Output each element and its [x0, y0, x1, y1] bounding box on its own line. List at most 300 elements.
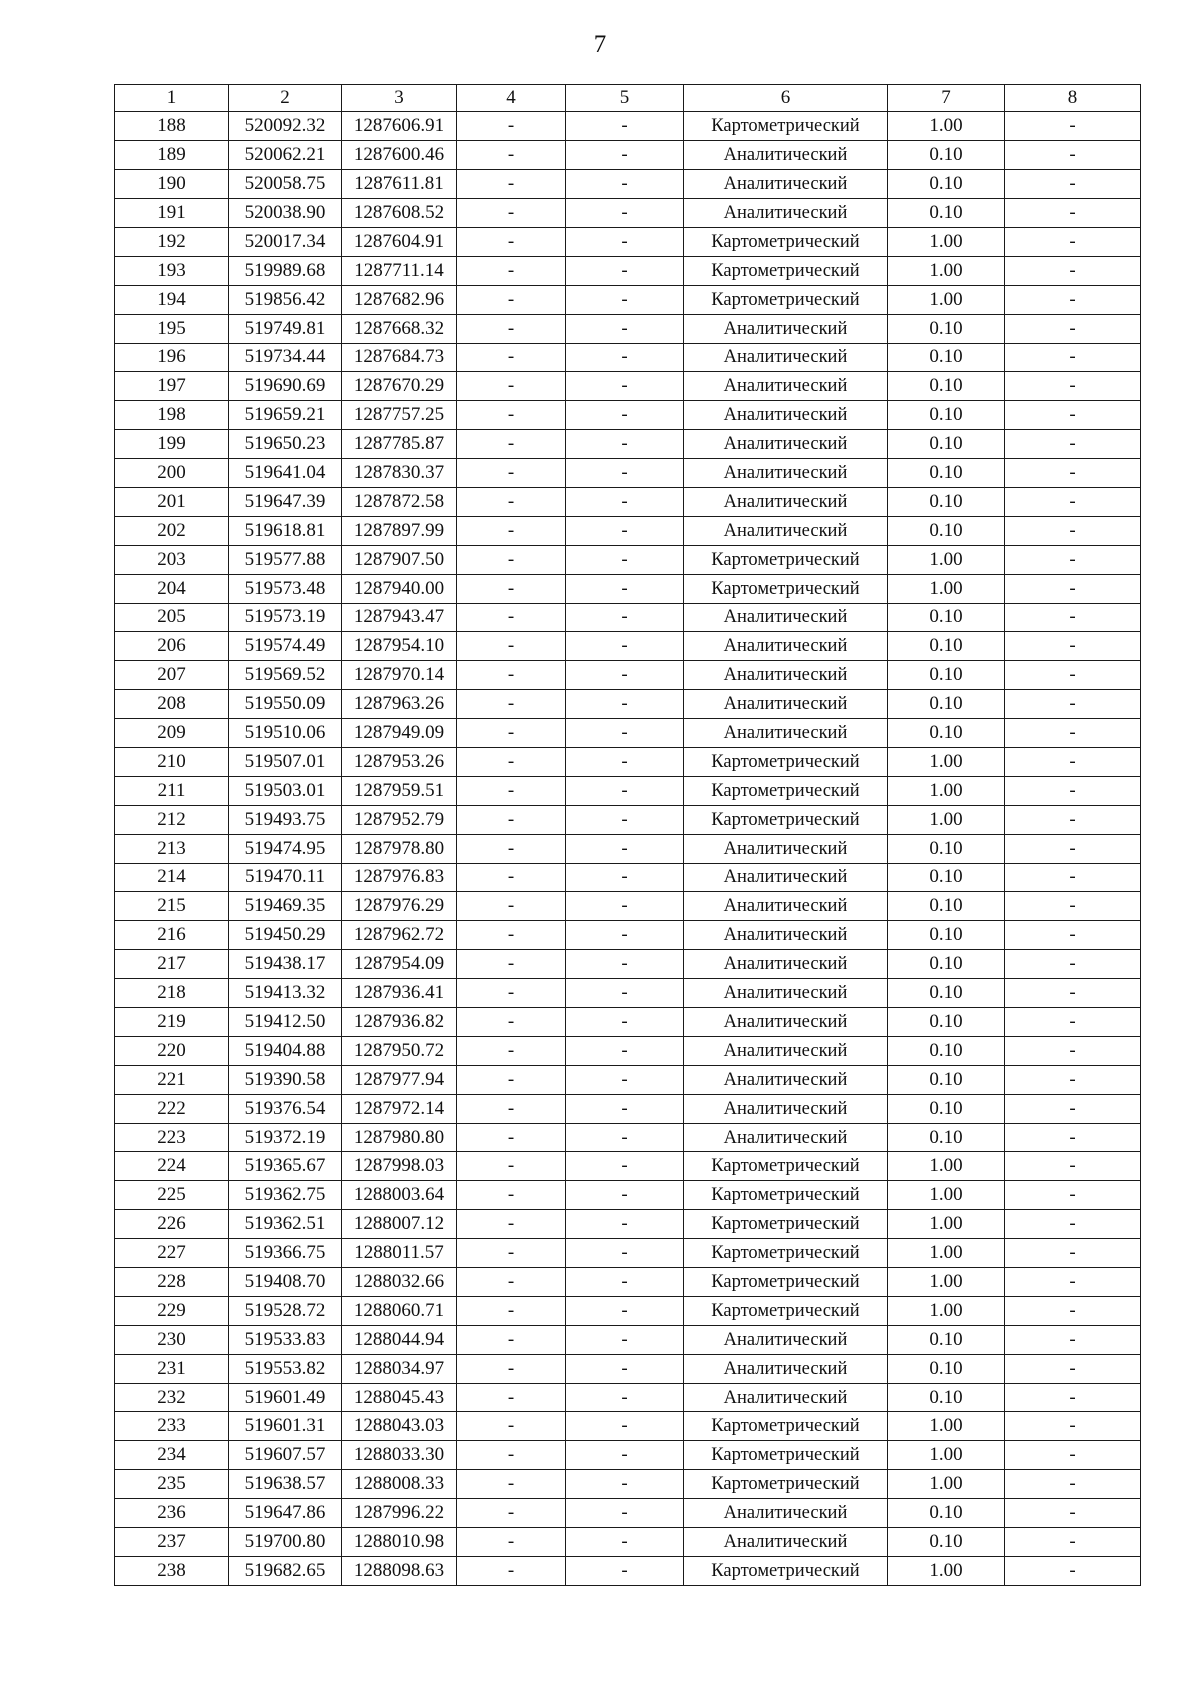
y-coordinate-cell: 1287940.00 — [342, 574, 457, 603]
column-4-cell: - — [457, 1152, 566, 1181]
y-coordinate-cell: 1287963.26 — [342, 690, 457, 719]
x-coordinate-cell: 519450.29 — [229, 921, 342, 950]
method-cell: Картометрический — [684, 1296, 888, 1325]
x-coordinate-cell: 519641.04 — [229, 459, 342, 488]
column-8-cell: - — [1005, 516, 1141, 545]
y-coordinate-cell: 1288034.97 — [342, 1354, 457, 1383]
column-4-cell: - — [457, 1008, 566, 1037]
method-cell: Аналитический — [684, 1036, 888, 1065]
x-coordinate-cell: 519413.32 — [229, 979, 342, 1008]
table-row — [115, 1239, 1141, 1268]
column-8-cell: - — [1005, 141, 1141, 170]
method-cell: Картометрический — [684, 227, 888, 256]
column-4-cell: - — [457, 141, 566, 170]
table-row — [115, 1412, 1141, 1441]
column-8-cell: - — [1005, 112, 1141, 141]
method-cell: Картометрический — [684, 1556, 888, 1585]
method-cell: Аналитический — [684, 1065, 888, 1094]
point-number-cell: 225 — [115, 1181, 229, 1210]
x-coordinate-cell: 519412.50 — [229, 1008, 342, 1037]
x-coordinate-cell: 519372.19 — [229, 1123, 342, 1152]
method-cell: Картометрический — [684, 545, 888, 574]
method-cell: Аналитический — [684, 603, 888, 632]
point-number-cell: 215 — [115, 892, 229, 921]
column-4-cell: - — [457, 1499, 566, 1528]
y-coordinate-cell: 1287978.80 — [342, 834, 457, 863]
x-coordinate-cell: 519638.57 — [229, 1470, 342, 1499]
column-4-cell: - — [457, 430, 566, 459]
method-cell: Картометрический — [684, 1181, 888, 1210]
column-8-cell: - — [1005, 776, 1141, 805]
column-8-cell: - — [1005, 1210, 1141, 1239]
method-cell: Аналитический — [684, 170, 888, 199]
method-cell: Аналитический — [684, 516, 888, 545]
table-row — [115, 892, 1141, 921]
column-8-cell: - — [1005, 1094, 1141, 1123]
point-number-cell: 226 — [115, 1210, 229, 1239]
column-8-cell: - — [1005, 256, 1141, 285]
accuracy-cell: 0.10 — [888, 892, 1005, 921]
table-row — [115, 661, 1141, 690]
point-number-cell: 236 — [115, 1499, 229, 1528]
column-4-cell: - — [457, 1528, 566, 1557]
column-5-cell: - — [566, 1296, 684, 1325]
column-5-cell: - — [566, 285, 684, 314]
point-number-cell: 213 — [115, 834, 229, 863]
y-coordinate-cell: 1287785.87 — [342, 430, 457, 459]
table-row — [115, 314, 1141, 343]
table-row — [115, 834, 1141, 863]
method-cell: Аналитический — [684, 459, 888, 488]
accuracy-cell: 0.10 — [888, 170, 1005, 199]
accuracy-cell: 1.00 — [888, 1152, 1005, 1181]
column-4-cell: - — [457, 863, 566, 892]
column-5-cell: - — [566, 459, 684, 488]
y-coordinate-cell: 1288043.03 — [342, 1412, 457, 1441]
column-8-cell: - — [1005, 661, 1141, 690]
accuracy-cell: 1.00 — [888, 1412, 1005, 1441]
x-coordinate-cell: 519573.48 — [229, 574, 342, 603]
method-cell: Аналитический — [684, 690, 888, 719]
x-coordinate-cell: 520038.90 — [229, 199, 342, 228]
column-4-cell: - — [457, 1210, 566, 1239]
column-4-cell: - — [457, 1268, 566, 1297]
column-header: 1 — [115, 85, 229, 112]
column-8-cell: - — [1005, 227, 1141, 256]
column-5-cell: - — [566, 1499, 684, 1528]
column-4-cell: - — [457, 834, 566, 863]
table-row — [115, 979, 1141, 1008]
table-row — [115, 950, 1141, 979]
accuracy-cell: 0.10 — [888, 719, 1005, 748]
accuracy-cell: 0.10 — [888, 372, 1005, 401]
method-cell: Аналитический — [684, 1528, 888, 1557]
method-cell: Картометрический — [684, 1470, 888, 1499]
point-number-cell: 231 — [115, 1354, 229, 1383]
column-5-cell: - — [566, 1123, 684, 1152]
column-5-cell: - — [566, 1210, 684, 1239]
method-cell: Аналитический — [684, 950, 888, 979]
point-number-cell: 198 — [115, 401, 229, 430]
accuracy-cell: 1.00 — [888, 1268, 1005, 1297]
column-8-cell: - — [1005, 603, 1141, 632]
column-8-cell: - — [1005, 1499, 1141, 1528]
point-number-cell: 206 — [115, 632, 229, 661]
column-4-cell: - — [457, 459, 566, 488]
point-number-cell: 207 — [115, 661, 229, 690]
method-cell: Аналитический — [684, 1499, 888, 1528]
column-4-cell: - — [457, 170, 566, 199]
y-coordinate-cell: 1287976.29 — [342, 892, 457, 921]
point-number-cell: 220 — [115, 1036, 229, 1065]
column-4-cell: - — [457, 1123, 566, 1152]
x-coordinate-cell: 519734.44 — [229, 343, 342, 372]
table-row — [115, 459, 1141, 488]
column-8-cell: - — [1005, 1239, 1141, 1268]
y-coordinate-cell: 1287682.96 — [342, 285, 457, 314]
accuracy-cell: 1.00 — [888, 227, 1005, 256]
column-header: 4 — [457, 85, 566, 112]
method-cell: Аналитический — [684, 487, 888, 516]
x-coordinate-cell: 519607.57 — [229, 1441, 342, 1470]
accuracy-cell: 0.10 — [888, 1325, 1005, 1354]
column-5-cell: - — [566, 227, 684, 256]
method-cell: Аналитический — [684, 1325, 888, 1354]
accuracy-cell: 1.00 — [888, 776, 1005, 805]
column-5-cell: - — [566, 921, 684, 950]
column-8-cell: - — [1005, 690, 1141, 719]
column-5-cell: - — [566, 112, 684, 141]
method-cell: Картометрический — [684, 1441, 888, 1470]
column-4-cell: - — [457, 487, 566, 516]
column-5-cell: - — [566, 1268, 684, 1297]
y-coordinate-cell: 1287897.99 — [342, 516, 457, 545]
x-coordinate-cell: 519550.09 — [229, 690, 342, 719]
table-body — [115, 112, 1141, 1585]
column-8-cell: - — [1005, 343, 1141, 372]
table-row — [115, 285, 1141, 314]
accuracy-cell: 0.10 — [888, 401, 1005, 430]
accuracy-cell: 0.10 — [888, 921, 1005, 950]
column-8-cell: - — [1005, 459, 1141, 488]
column-8-cell: - — [1005, 401, 1141, 430]
accuracy-cell: 0.10 — [888, 199, 1005, 228]
method-cell: Картометрический — [684, 1210, 888, 1239]
y-coordinate-cell: 1287959.51 — [342, 776, 457, 805]
table-row — [115, 921, 1141, 950]
column-4-cell: - — [457, 401, 566, 430]
column-4-cell: - — [457, 632, 566, 661]
method-cell: Картометрический — [684, 256, 888, 285]
point-number-cell: 204 — [115, 574, 229, 603]
column-8-cell: - — [1005, 1008, 1141, 1037]
point-number-cell: 195 — [115, 314, 229, 343]
column-8-cell: - — [1005, 863, 1141, 892]
x-coordinate-cell: 519569.52 — [229, 661, 342, 690]
accuracy-cell: 1.00 — [888, 1556, 1005, 1585]
column-4-cell: - — [457, 1470, 566, 1499]
table-row — [115, 1036, 1141, 1065]
column-5-cell: - — [566, 545, 684, 574]
x-coordinate-cell: 519647.39 — [229, 487, 342, 516]
x-coordinate-cell: 519533.83 — [229, 1325, 342, 1354]
column-5-cell: - — [566, 661, 684, 690]
point-number-cell: 194 — [115, 285, 229, 314]
column-4-cell: - — [457, 1383, 566, 1412]
method-cell: Аналитический — [684, 1354, 888, 1383]
column-5-cell: - — [566, 256, 684, 285]
table-row — [115, 1296, 1141, 1325]
column-header: 6 — [684, 85, 888, 112]
column-5-cell: - — [566, 170, 684, 199]
y-coordinate-cell: 1288008.33 — [342, 1470, 457, 1499]
column-8-cell: - — [1005, 574, 1141, 603]
column-8-cell: - — [1005, 1065, 1141, 1094]
table-row — [115, 690, 1141, 719]
point-number-cell: 224 — [115, 1152, 229, 1181]
y-coordinate-cell: 1287604.91 — [342, 227, 457, 256]
x-coordinate-cell: 520092.32 — [229, 112, 342, 141]
column-5-cell: - — [566, 1412, 684, 1441]
y-coordinate-cell: 1287996.22 — [342, 1499, 457, 1528]
accuracy-cell: 0.10 — [888, 979, 1005, 1008]
point-number-cell: 197 — [115, 372, 229, 401]
x-coordinate-cell: 519573.19 — [229, 603, 342, 632]
table-header-row — [115, 85, 1141, 112]
column-8-cell: - — [1005, 979, 1141, 1008]
y-coordinate-cell: 1287943.47 — [342, 603, 457, 632]
accuracy-cell: 0.10 — [888, 1008, 1005, 1037]
column-5-cell: - — [566, 1556, 684, 1585]
column-8-cell: - — [1005, 1296, 1141, 1325]
y-coordinate-cell: 1288011.57 — [342, 1239, 457, 1268]
column-4-cell: - — [457, 950, 566, 979]
column-5-cell: - — [566, 1470, 684, 1499]
y-coordinate-cell: 1288044.94 — [342, 1325, 457, 1354]
column-5-cell: - — [566, 1152, 684, 1181]
point-number-cell: 191 — [115, 199, 229, 228]
x-coordinate-cell: 519647.86 — [229, 1499, 342, 1528]
column-8-cell: - — [1005, 1412, 1141, 1441]
x-coordinate-cell: 519650.23 — [229, 430, 342, 459]
table-row — [115, 545, 1141, 574]
column-4-cell: - — [457, 979, 566, 1008]
point-number-cell: 228 — [115, 1268, 229, 1297]
y-coordinate-cell: 1287684.73 — [342, 343, 457, 372]
method-cell: Картометрический — [684, 112, 888, 141]
x-coordinate-cell: 519989.68 — [229, 256, 342, 285]
table-row — [115, 1065, 1141, 1094]
column-4-cell: - — [457, 227, 566, 256]
y-coordinate-cell: 1288098.63 — [342, 1556, 457, 1585]
y-coordinate-cell: 1287611.81 — [342, 170, 457, 199]
column-4-cell: - — [457, 1354, 566, 1383]
table-row — [115, 1470, 1141, 1499]
column-8-cell: - — [1005, 892, 1141, 921]
x-coordinate-cell: 519503.01 — [229, 776, 342, 805]
column-5-cell: - — [566, 950, 684, 979]
table-row — [115, 1441, 1141, 1470]
y-coordinate-cell: 1287998.03 — [342, 1152, 457, 1181]
accuracy-cell: 0.10 — [888, 516, 1005, 545]
x-coordinate-cell: 519528.72 — [229, 1296, 342, 1325]
table-row — [115, 170, 1141, 199]
column-5-cell: - — [566, 372, 684, 401]
column-8-cell: - — [1005, 834, 1141, 863]
accuracy-cell: 1.00 — [888, 1470, 1005, 1499]
column-4-cell: - — [457, 1065, 566, 1094]
column-5-cell: - — [566, 1325, 684, 1354]
accuracy-cell: 1.00 — [888, 1441, 1005, 1470]
x-coordinate-cell: 519470.11 — [229, 863, 342, 892]
column-5-cell: - — [566, 1239, 684, 1268]
column-5-cell: - — [566, 1094, 684, 1123]
point-number-cell: 208 — [115, 690, 229, 719]
point-number-cell: 212 — [115, 805, 229, 834]
y-coordinate-cell: 1287907.50 — [342, 545, 457, 574]
column-5-cell: - — [566, 1383, 684, 1412]
x-coordinate-cell: 519408.70 — [229, 1268, 342, 1297]
x-coordinate-cell: 519574.49 — [229, 632, 342, 661]
table-row — [115, 805, 1141, 834]
method-cell: Аналитический — [684, 979, 888, 1008]
y-coordinate-cell: 1288010.98 — [342, 1528, 457, 1557]
column-4-cell: - — [457, 545, 566, 574]
table-row — [115, 516, 1141, 545]
column-4-cell: - — [457, 719, 566, 748]
table-row — [115, 1123, 1141, 1152]
column-5-cell: - — [566, 863, 684, 892]
x-coordinate-cell: 519493.75 — [229, 805, 342, 834]
column-4-cell: - — [457, 1036, 566, 1065]
column-8-cell: - — [1005, 170, 1141, 199]
column-5-cell: - — [566, 690, 684, 719]
x-coordinate-cell: 520017.34 — [229, 227, 342, 256]
y-coordinate-cell: 1287954.10 — [342, 632, 457, 661]
point-number-cell: 221 — [115, 1065, 229, 1094]
x-coordinate-cell: 519474.95 — [229, 834, 342, 863]
point-number-cell: 190 — [115, 170, 229, 199]
table-row — [115, 603, 1141, 632]
column-8-cell: - — [1005, 1383, 1141, 1412]
table-row — [115, 256, 1141, 285]
column-8-cell: - — [1005, 1354, 1141, 1383]
x-coordinate-cell: 519366.75 — [229, 1239, 342, 1268]
y-coordinate-cell: 1287830.37 — [342, 459, 457, 488]
y-coordinate-cell: 1288032.66 — [342, 1268, 457, 1297]
method-cell: Аналитический — [684, 661, 888, 690]
method-cell: Аналитический — [684, 1123, 888, 1152]
table-row — [115, 1008, 1141, 1037]
point-number-cell: 188 — [115, 112, 229, 141]
column-5-cell: - — [566, 1441, 684, 1470]
table-row — [115, 747, 1141, 776]
column-4-cell: - — [457, 805, 566, 834]
column-5-cell: - — [566, 1065, 684, 1094]
table-row — [115, 776, 1141, 805]
column-5-cell: - — [566, 574, 684, 603]
column-4-cell: - — [457, 199, 566, 228]
column-8-cell: - — [1005, 805, 1141, 834]
point-number-cell: 218 — [115, 979, 229, 1008]
y-coordinate-cell: 1287977.94 — [342, 1065, 457, 1094]
method-cell: Аналитический — [684, 719, 888, 748]
y-coordinate-cell: 1288007.12 — [342, 1210, 457, 1239]
column-5-cell: - — [566, 1181, 684, 1210]
table-row — [115, 1528, 1141, 1557]
accuracy-cell: 0.10 — [888, 1354, 1005, 1383]
y-coordinate-cell: 1287872.58 — [342, 487, 457, 516]
accuracy-cell: 0.10 — [888, 430, 1005, 459]
method-cell: Картометрический — [684, 1239, 888, 1268]
point-number-cell: 230 — [115, 1325, 229, 1354]
method-cell: Картометрический — [684, 1412, 888, 1441]
point-number-cell: 216 — [115, 921, 229, 950]
column-8-cell: - — [1005, 1181, 1141, 1210]
column-8-cell: - — [1005, 719, 1141, 748]
y-coordinate-cell: 1287972.14 — [342, 1094, 457, 1123]
y-coordinate-cell: 1287953.26 — [342, 747, 457, 776]
method-cell: Аналитический — [684, 921, 888, 950]
page-number: 7 — [593, 31, 607, 58]
column-8-cell: - — [1005, 1470, 1141, 1499]
point-number-cell: 233 — [115, 1412, 229, 1441]
column-8-cell: - — [1005, 545, 1141, 574]
point-number-cell: 227 — [115, 1239, 229, 1268]
accuracy-cell: 0.10 — [888, 863, 1005, 892]
y-coordinate-cell: 1287670.29 — [342, 372, 457, 401]
column-5-cell: - — [566, 199, 684, 228]
point-number-cell: 200 — [115, 459, 229, 488]
y-coordinate-cell: 1287952.79 — [342, 805, 457, 834]
x-coordinate-cell: 519601.49 — [229, 1383, 342, 1412]
y-coordinate-cell: 1288033.30 — [342, 1441, 457, 1470]
x-coordinate-cell: 519601.31 — [229, 1412, 342, 1441]
accuracy-cell: 0.10 — [888, 690, 1005, 719]
column-8-cell: - — [1005, 430, 1141, 459]
method-cell: Картометрический — [684, 574, 888, 603]
table-row — [115, 1152, 1141, 1181]
column-4-cell: - — [457, 776, 566, 805]
column-header: 5 — [566, 85, 684, 112]
column-8-cell: - — [1005, 950, 1141, 979]
x-coordinate-cell: 519553.82 — [229, 1354, 342, 1383]
table-row — [115, 1094, 1141, 1123]
table-row — [115, 1268, 1141, 1297]
y-coordinate-cell: 1287608.52 — [342, 199, 457, 228]
y-coordinate-cell: 1287962.72 — [342, 921, 457, 950]
column-5-cell: - — [566, 1354, 684, 1383]
accuracy-cell: 1.00 — [888, 285, 1005, 314]
x-coordinate-cell: 519690.69 — [229, 372, 342, 401]
column-8-cell: - — [1005, 372, 1141, 401]
table-row — [115, 401, 1141, 430]
column-4-cell: - — [457, 1094, 566, 1123]
y-coordinate-cell: 1287936.41 — [342, 979, 457, 1008]
point-number-cell: 229 — [115, 1296, 229, 1325]
y-coordinate-cell: 1287668.32 — [342, 314, 457, 343]
column-5-cell: - — [566, 487, 684, 516]
point-number-cell: 232 — [115, 1383, 229, 1412]
accuracy-cell: 1.00 — [888, 574, 1005, 603]
accuracy-cell: 1.00 — [888, 1181, 1005, 1210]
x-coordinate-cell: 519362.75 — [229, 1181, 342, 1210]
point-number-cell: 192 — [115, 227, 229, 256]
y-coordinate-cell: 1287936.82 — [342, 1008, 457, 1037]
method-cell: Аналитический — [684, 1008, 888, 1037]
column-header: 2 — [229, 85, 342, 112]
method-cell: Аналитический — [684, 892, 888, 921]
